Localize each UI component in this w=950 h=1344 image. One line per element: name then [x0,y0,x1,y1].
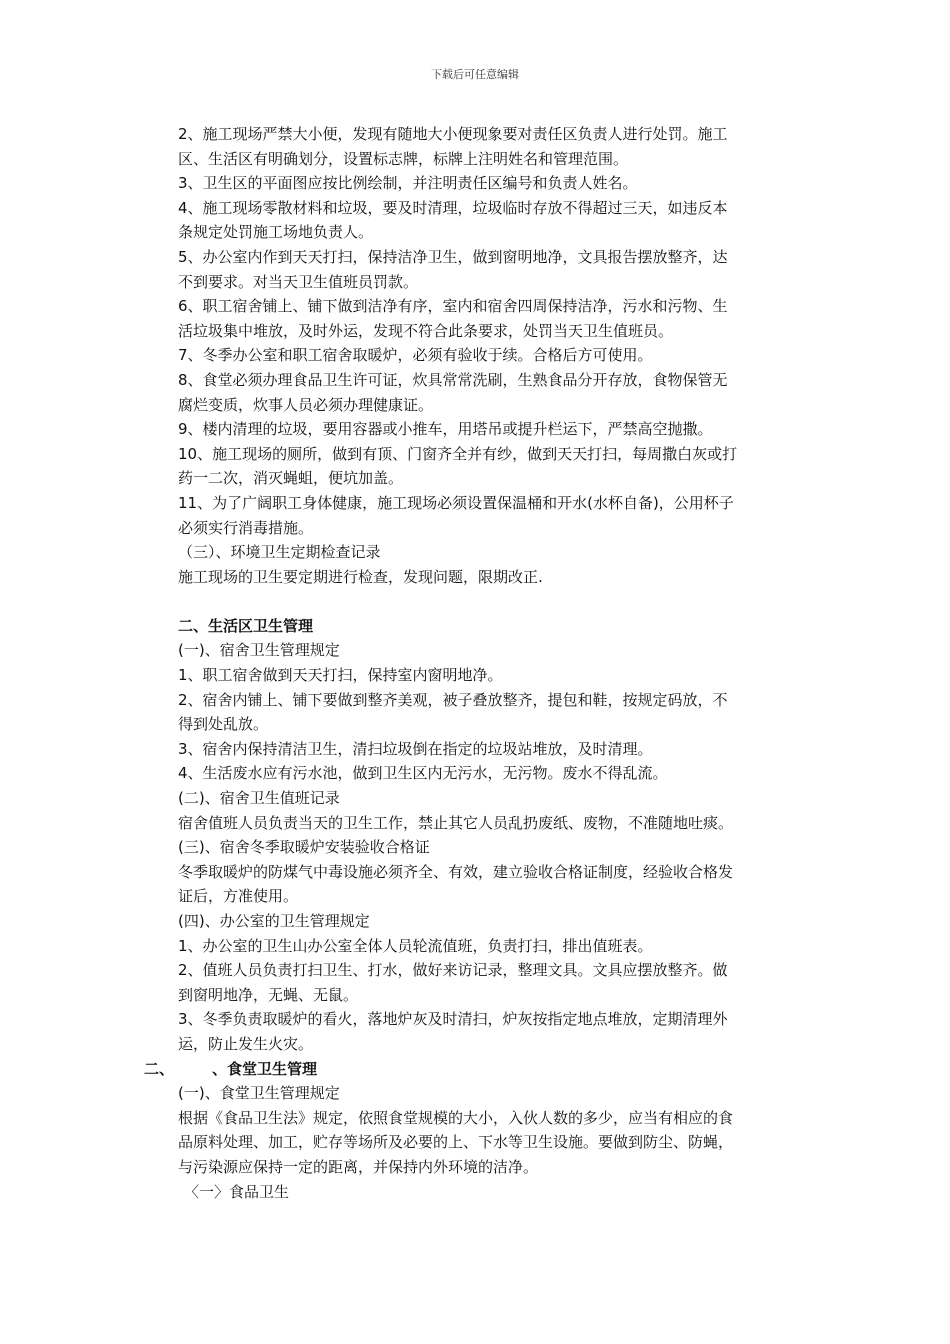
text-line: 品原料处理、加工，贮存等场所及必要的上、下水等卫生设施。要做到防尘、防蝇， [178,1133,734,1152]
text-line: 9、楼内清理的垃圾，要用容器或小推车，用塔吊或提升栏运下，严禁高空抛撒。 [178,420,713,439]
text-line: 药一二次，消灭蝇蛆，便坑加盖。 [178,469,404,488]
text-line: 证后，方准使用。 [178,887,299,906]
section-heading-canteen [144,1057,808,1082]
text-line: 到窗明地净，无蝇、无鼠。 [178,985,359,1004]
text-line: 8、食堂必须办理食品卫生许可证，炊具常常洗刷，生熟食品分开存放，食物保管无 [178,370,728,389]
text-line: 10、施工现场的厕所，做到有顶、门窗齐全并有纱，做到天天打扫，每周撒白灰或打 [178,444,738,463]
text-line: 根据《食品卫生法》规定，依照食堂规模的大小，入伙人数的多少，应当有相应的食 [178,1108,734,1127]
section-number: 二、 [144,1059,175,1078]
page-header: 下载后可任意编辑 [431,68,519,81]
text-line: 腐烂变质，炊事人员必须办理健康证。 [178,395,434,414]
subsection-title: (一)、宿舍卫生管理规定 [178,641,340,660]
text-line: 运，防止发生火灾。 [178,1034,314,1053]
text-line: 3、冬季负责取暖炉的看火，落地炉灰及时清扫，炉灰按指定地点堆放，定期清理外 [178,1010,728,1029]
text-line: 3、宿舍内保持清洁卫生，清扫垃圾倒在指定的垃圾站堆放，及时清理。 [178,739,653,758]
subsection-title: (二)、宿舍卫生值班记录 [178,789,340,808]
text-line: 3、卫生区的平面图应按比例绘制，并注明责任区编号和负责人姓名。 [178,174,638,193]
text-line: 施工现场的卫生要定期进行检查，发现问题，限期改正. [178,567,543,586]
text-line: 宿舍值班人员负责当天的卫生工作，禁止其它人员乱扔废纸、废物，不准随地吐痰。 [178,813,734,832]
text-line: 与污染源应保持一定的距离，并保持内外环境的洁净。 [178,1157,539,1176]
text-line: 冬季取暖炉的防煤气中毒设施必须齐全、有效，建立验收合格证制度，经验收合格发 [178,862,734,881]
section-heading-text: 、食堂卫生管理 [212,1059,318,1078]
subsection-title: (三)、宿舍冬季取暖炉安装验收合格证 [178,838,430,857]
text-line: 得到处乱放。 [178,715,269,734]
text-line: 必须实行消毒措施。 [178,518,314,537]
subsection-title: （三）、环境卫生定期检查记录 [178,543,381,562]
text-line: 2、值班人员负责打扫卫生、打水，做好来访记录，整理文具。文具应摆放整齐。做 [178,961,728,980]
text-line: 4、施工现场零散材料和垃圾，要及时清理，垃圾临时存放不得超过三天，如违反本 [178,198,728,217]
section-heading: 二、生活区卫生管理 [178,616,314,635]
text-line: 区、生活区有明确划分，设置标志牌，标牌上注明姓名和管理范围。 [178,149,629,168]
text-line: 7、冬季办公室和职工宿舍取暖炉，必须有验收于续。合格后方可使用。 [178,346,653,365]
paragraph-gap [178,589,808,614]
document-body [144,122,808,1204]
text-line: 活垃圾集中堆放，及时外运，发现不符合此条要求，处罚当天卫生值班员。 [178,321,674,340]
text-line: 5、办公室内作到天天打扫，保持洁净卫生，做到窗明地净，文具报告摆放整齐，达 [178,247,728,266]
text-line: 1、办公室的卫生山办公室全体人员轮流值班，负责打扫，排出值班表。 [178,936,653,955]
text-line: 2、施工现场严禁大小便，发现有随地大小便现象要对责任区负责人进行处罚。施工 [178,125,728,143]
text-line: 不到要求。对当天卫生值班员罚款。 [178,272,419,291]
text-line: 11、为了广阔职工身体健康，施工现场必须设置保温桶和开水(水杯自备)，公用杯子 [178,493,734,512]
subsection-title: 〈一〉食品卫生 [184,1182,290,1201]
text-line: 4、生活废水应有污水池，做到卫生区内无污水，无污物。废水不得乱流。 [178,764,668,783]
text-line: 条规定处罚施工场地负责人。 [178,223,374,242]
subsection-title: (四)、办公室的卫生管理规定 [178,912,370,930]
text-line: 2、宿舍内铺上、铺下要做到整齐美观，被子叠放整齐，提包和鞋，按规定码放，不 [178,690,728,709]
subsection-title: (一)、食堂卫生管理规定 [178,1084,340,1103]
text-line: 1、职工宿舍做到天天打扫，保持室内窗明地净。 [178,666,503,685]
text-line: 6、职工宿舍铺上、铺下做到洁净有序，室内和宿舍四周保持洁净，污水和污物、生 [178,297,728,316]
